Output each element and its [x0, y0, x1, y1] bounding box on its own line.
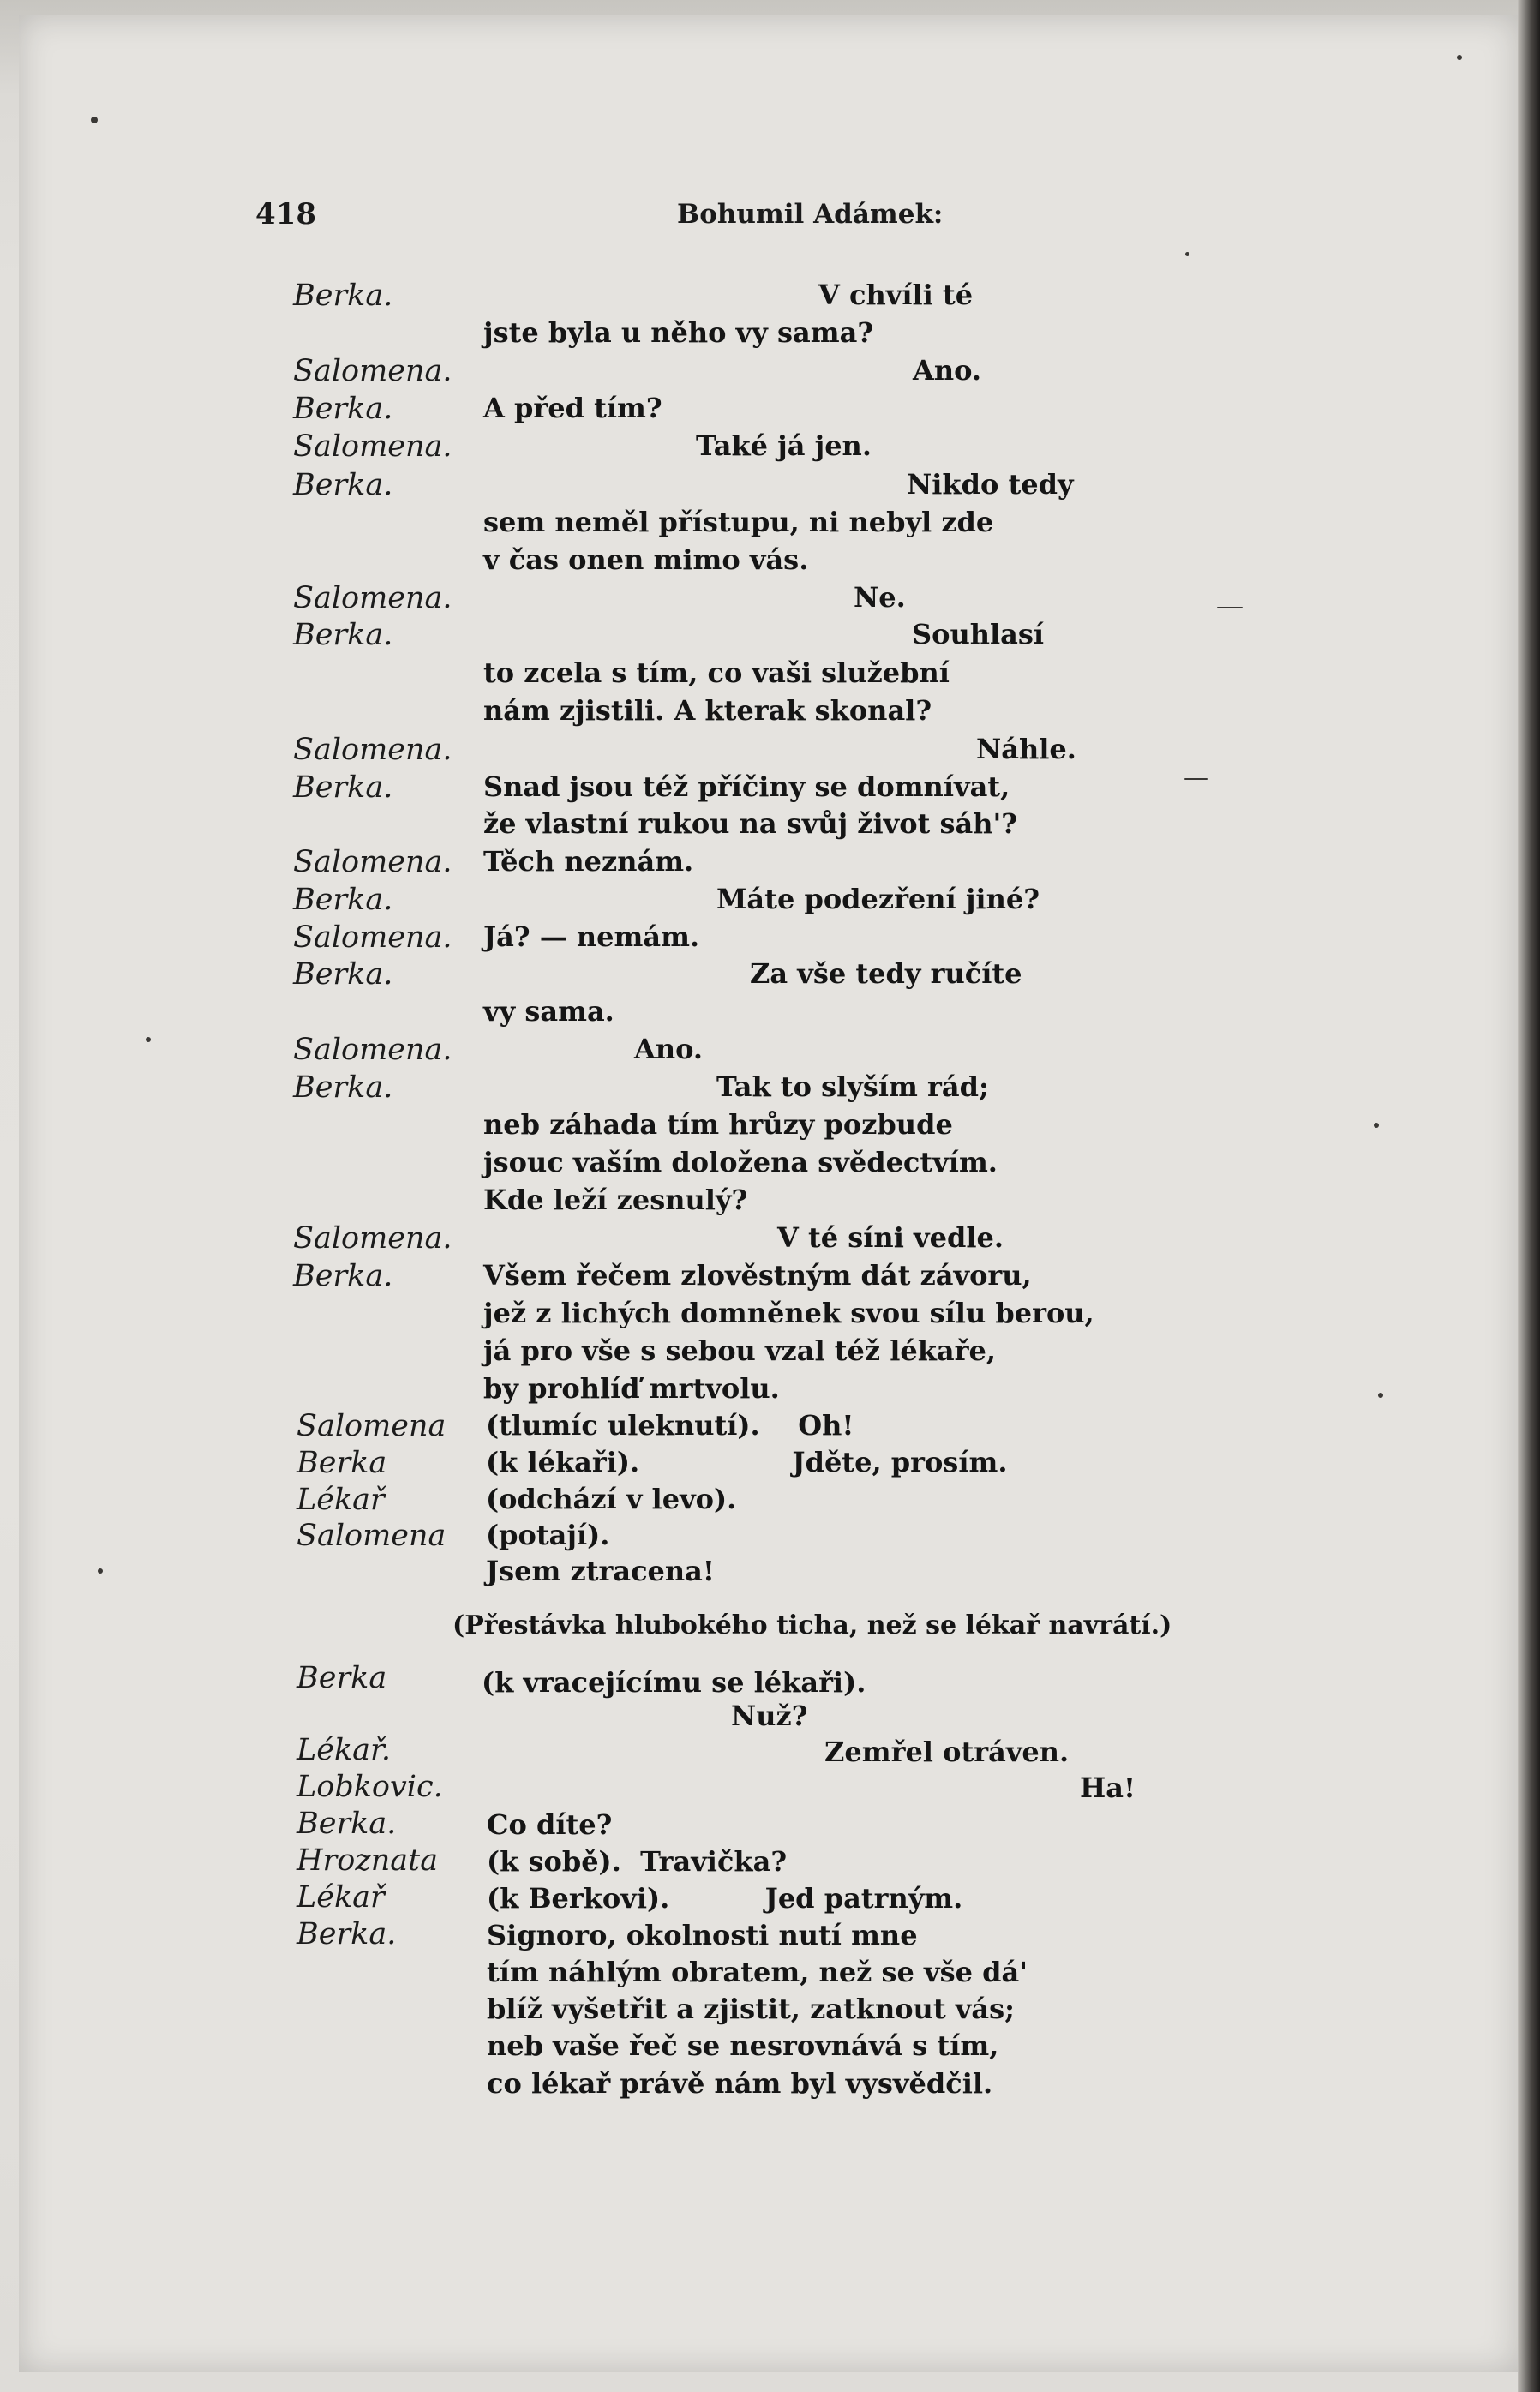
speech-line: nám zjistili. A kterak skonal?	[483, 694, 932, 727]
speech-line: Máte podezření jiné?	[716, 883, 1040, 915]
speaker-label: Lékař.	[297, 1733, 392, 1767]
speech-line: (k Berkovi). Jed patrným.	[487, 1882, 963, 1915]
speech-line: Nuž?	[731, 1700, 808, 1732]
speaker-label: Berka.	[293, 1070, 393, 1105]
scan-speck	[98, 1568, 103, 1574]
speech-line: (k lékaři). Jděte, prosím.	[486, 1446, 1008, 1478]
scan-speck	[1457, 55, 1462, 60]
speaker-label: Berka.	[293, 883, 393, 917]
speaker-label: Salomena.	[293, 581, 452, 615]
speech-line: (k vracejícímu se lékaři).	[482, 1666, 866, 1699]
speaker-label: Salomena.	[293, 1033, 452, 1067]
speech-line: Ne.	[854, 581, 906, 614]
scan-right-edge	[1518, 0, 1540, 2392]
speech-line: Signoro, okolnosti nutí mne	[487, 1919, 918, 1951]
scan-speck	[91, 117, 98, 123]
speaker-label: Salomena.	[293, 920, 452, 955]
speech-line: (odchází v levo).	[486, 1483, 737, 1515]
scan-speck	[146, 1037, 151, 1042]
speech-line: Kde leží zesnulý?	[483, 1184, 748, 1216]
speech-line: Také já jen.	[696, 429, 872, 462]
speech-line: že vlastní rukou na svůj život sáh'?	[483, 807, 1018, 840]
speech-line: tím náhlým obratem, než se vše dá'	[487, 1956, 1028, 1988]
speech-line: jste byla u něho vy sama?	[483, 316, 874, 349]
speech-line: jež z lichých domněnek svou sílu berou,	[483, 1297, 1094, 1329]
speech-line: (tlumíc uleknutí). Oh!	[486, 1409, 854, 1442]
speech-line: by prohlíď mrtvolu.	[483, 1372, 780, 1405]
scan-speck	[1185, 252, 1189, 256]
scan-speck	[1378, 1393, 1383, 1398]
speaker-label: Berka	[297, 1446, 387, 1480]
speech-line: Já? — nemám.	[483, 920, 700, 953]
speaker-label: Salomena.	[293, 733, 452, 767]
speech-line: vy sama.	[483, 995, 614, 1028]
speech-line: jsouc vaším doložena svědectvím.	[483, 1146, 998, 1178]
speaker-label: Salomena.	[293, 354, 452, 388]
speech-line: Zemřel otráven.	[824, 1736, 1070, 1768]
speech-line: já pro vše s sebou vzal též lékaře,	[483, 1334, 996, 1367]
speech-line: Za vše tedy ručíte	[750, 957, 1022, 990]
speaker-label: Berka	[297, 1661, 387, 1695]
speech-line: Snad jsou též příčiny se domnívat,	[483, 770, 1010, 803]
speech-line: (k sobě). Travička?	[487, 1845, 788, 1878]
speaker-label: Berka.	[297, 1917, 397, 1951]
stage-direction: (Přestávka hlubokého ticha, než se lékař navrátí.)	[452, 1610, 1172, 1640]
speech-line: (potají).	[486, 1519, 610, 1551]
speech-line: neb vaše řeč se nesrovnává s tím,	[487, 2029, 999, 2062]
speaker-label: Salomena.	[293, 845, 452, 879]
speaker-label: Berka.	[293, 279, 393, 313]
speaker-label: Salomena	[297, 1409, 446, 1443]
speech-line: Všem řečem zlověstným dát závoru,	[483, 1259, 1032, 1292]
speech-line: Náhle.	[976, 733, 1076, 765]
speech-line: Těch neznám.	[483, 845, 694, 878]
speech-line: v čas onen mimo vás.	[483, 543, 809, 576]
speaker-label: Berka.	[293, 618, 393, 652]
speaker-label: Lobkovic.	[297, 1770, 443, 1804]
scan-speck	[1217, 607, 1243, 608]
speech-line: A před tím?	[483, 392, 662, 424]
speaker-label: Salomena	[297, 1519, 446, 1553]
speaker-label: Lékař	[297, 1880, 385, 1915]
speaker-label: Berka.	[293, 1259, 393, 1293]
speech-line: sem neměl přístupu, ni nebyl zde	[483, 506, 994, 538]
speaker-label: Salomena.	[293, 429, 452, 464]
running-header: Bohumil Adámek:	[677, 199, 944, 230]
speaker-label: Berka.	[293, 392, 393, 426]
speech-line: V té síni vedle.	[777, 1221, 1004, 1254]
speaker-label: Berka.	[293, 468, 393, 502]
speech-line: Jsem ztracena!	[486, 1555, 715, 1587]
speech-line: Co díte?	[487, 1808, 613, 1841]
speech-line: V chvíli té	[818, 279, 974, 311]
speech-line: to zcela s tím, co vaši služební	[483, 656, 950, 689]
speaker-label: Salomena.	[293, 1221, 452, 1256]
speech-line: Ano.	[913, 354, 982, 387]
speaker-label: Berka.	[293, 957, 393, 992]
speech-line: Ano.	[634, 1033, 704, 1065]
speech-line: Tak to slyším rád;	[716, 1070, 989, 1103]
speech-line: co lékař právě nám byl vysvědčil.	[487, 2067, 993, 2100]
speech-line: blíž vyšetřit a zjistit, zatknout vás;	[487, 1993, 1015, 2025]
speech-line: Ha!	[1080, 1772, 1136, 1804]
page-number: 418	[255, 197, 316, 231]
speaker-label: Hroznata	[297, 1843, 439, 1878]
speech-line: Souhlasí	[912, 618, 1045, 650]
speaker-label: Lékař	[297, 1483, 385, 1517]
speaker-label: Berka.	[293, 770, 393, 805]
speech-line: neb záhada tím hrůzy pozbude	[483, 1108, 953, 1141]
speaker-label: Berka.	[297, 1807, 397, 1841]
scan-speck	[1184, 778, 1208, 780]
scan-speck	[1374, 1123, 1379, 1128]
speech-line: Nikdo tedy	[907, 468, 1074, 501]
